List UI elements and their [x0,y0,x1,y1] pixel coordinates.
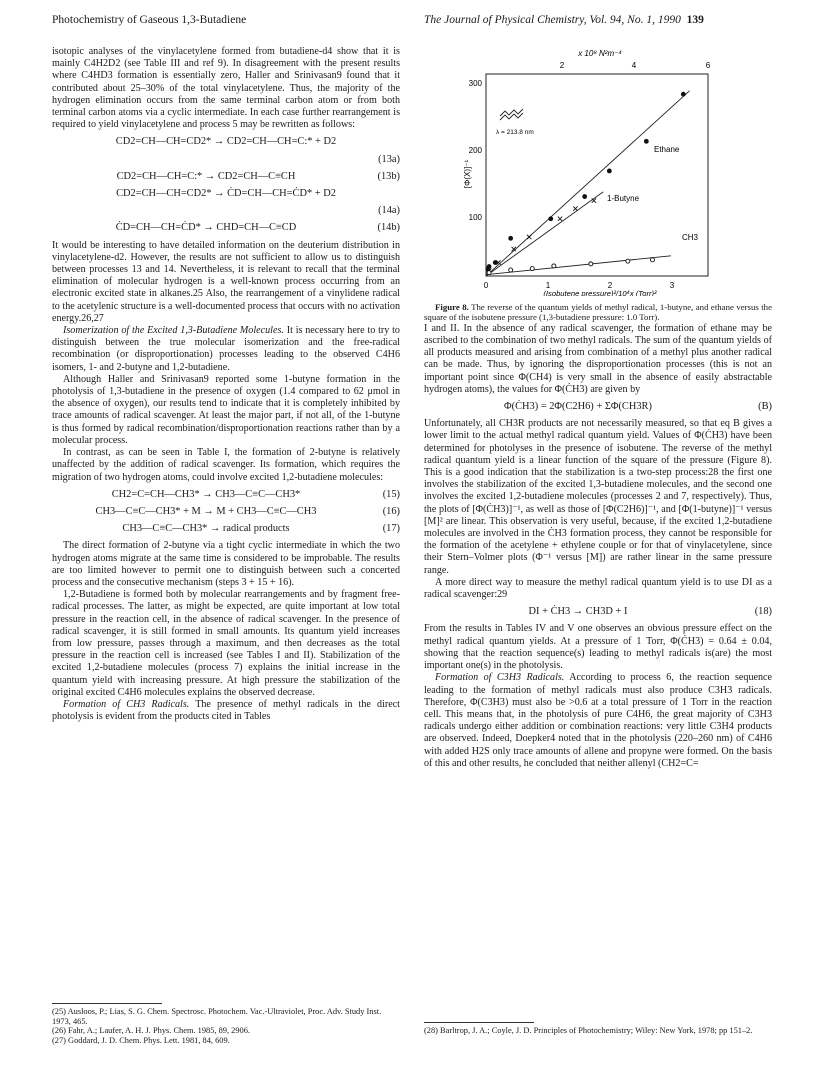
figure-8-chart [424,46,772,296]
equation-number-14b: (14b) [377,222,400,234]
equation-17 [52,523,400,535]
equation-18 [424,606,772,618]
equation-number [52,154,400,166]
paragraph-text: The presence of methyl radicals in the direct photolysis is evident from the products cited in Tables [52,698,400,723]
equation-number-13b: (13b) [377,170,400,182]
right-column [424,302,772,770]
footnotes-right [424,1022,772,1036]
equation-number [52,205,400,217]
ch3-point [509,268,513,272]
ch3-point [487,271,491,275]
footnote: (26) Fahr, A.; Laufer, A. H. J. Phys. Chem. 1985, 89, 2906. [52,1026,250,1036]
ch3-point [552,264,556,268]
page-number: 139 [686,14,704,26]
equation-body: CD2=CH—CH=CD2* → ĊD=CH—CH=ĊD* + D2 [116,188,336,200]
paragraph: I and II. In the absence of any radical scavenger, the formation of ethane may be ascribed to the combination of two methyl radicals. The sum of the quantum yields of all products measured and arising from combination of a methyl plus another radical can be made. Thus, by ignoring the disproportionation processes (this is not an important point since Φ(CH4) is very small in the absence of easily abstractable hydrogen atoms), the values for Φ(ĊH3) are given by [424,322,772,395]
equation-number-13a: (13a) [378,153,400,165]
ethane-fit-line [486,91,690,276]
ethane-point [607,169,612,174]
chart-svg [424,46,772,296]
ch3-point [530,267,534,271]
equation-14b [52,222,400,234]
section-heading: Formation of CH3 Radicals. [63,698,190,710]
x-axis-label: (Isobutene pressure)²/10⁴x (Torr)² [543,289,657,296]
ch3-point [651,258,655,262]
equation-body: CH3—C≡C—CH3* → radical products [122,523,290,535]
figure-caption [424,302,772,323]
equation-body: DI + ĊH3 → CH3D + I [528,606,628,618]
ethane-point [548,216,553,221]
ethane-point [644,139,649,144]
top-tick-label: 4 [631,61,637,70]
top-tick-label: 2 [559,61,565,70]
footnote-rule [52,1003,162,1004]
paragraph [52,325,400,374]
x-tick-label: 2 [607,281,613,290]
footnote: (28) Barltrop, J. A.; Coyle, J. D. Principles of Photochemistry; Wiley: New York, 1978; pp 151–2. [424,1026,753,1035]
running-header-journal [424,14,704,26]
top-tick-label: 6 [705,61,711,70]
equation-number-18: (18) [754,606,772,618]
legend-label-1-butyne: 1-Butyne [607,194,640,203]
left-column [52,46,400,723]
series-layer [485,91,689,276]
y-tick-label: 300 [468,79,482,88]
1-butyne-fit-line [486,192,603,276]
running-header-title: Photochemistry of Gaseous 1,3-Butadiene [52,14,247,26]
paragraph: isotopic analyses of the vinylacetylene formed from butadiene-d4 show that it is mainly C4H2D2 (see Table III and ref 9). In disagreement with the present results where C4HD3 formation is essentially zero, Haller and Srinivasan9 found that it contributed about 25–30% of the total vinylacetylene. Thus, the majority of the hydrogen elimination occurs from the same terminal carbon atom or from both terminal carbon atoms via a cyclic intermediate. In each case further rearrangement is required to yield vinylacetylene and process 5 may be rewritten as follows: [52,46,400,131]
equation-number-16: (16) [382,505,400,517]
ethane-point [508,236,513,241]
ethane-point [681,92,686,97]
ch3-fit-line [486,256,671,275]
paragraph: The direct formation of 2-butyne via a tight cyclic intermediate in which the two hydrogen atoms migrate at the same time is considered to be improbable. The results are too limited however to permit one to distinguish between such a concerted process and the consecutive mechanism (steps 3 + 15 + 16). [52,540,400,588]
equation-B [424,401,772,413]
wavelength-label: λ = 213.8 nm [496,129,534,136]
ch3-point [626,259,630,263]
x-tick-label: 1 [545,281,551,290]
equation-body: CH2=C=CH—CH3* → CH3—C≡C—CH3* [111,488,301,500]
footnotes-left [52,1003,400,1045]
legend-label-ch3: CH3 [682,233,699,242]
paragraph-text: It is necessary here to try to distinguish between the true molecular isomerization and the free-radical recombination (or disproportionation) processes leading to the observed C4H6 isomers, 1- and 2-butyne and 1,2-butadiene. [52,325,400,373]
footnote: (25) Ausloos, P.; Lias, S. G. Chem. Spectrosc. Photochem. Vac.-Ultraviolet, Proc. Adv. Study Inst. 1973, 465. [52,1007,382,1026]
paragraph: Unfortunately, all CH3R products are not necessarily measured, so that eq B gives a lower limit to the actual methyl radical quantum yield. Values of Φ(ĊH3) have been determined for photolyses in the presence of isobutene. The reverse of the methyl radical quantum yield is a linear function of the square of the pressure (Figure 8). This is a good indication that the stabilization is a two-step process:28 the first one involves the stabilization of the excited 1,3-butadiene molecules, and the second one involves the excited 1,2-butadiene molecules (processes 2 and 7, respectively). Thus, the plots of [Φ(ĊH3)]⁻¹, as well as those of [Φ(C2H6)]⁻¹, and [Φ(1-butyne)]⁻¹ versus [M]² are linear. This observation is very useful, because, if the excited 1,2-butadiene molecules are involved in the ĊH3 formation process, they cannot be responsible for the formation of the acetylene + ethylene couple or for that of vinylacetylene, since their Stern–Volmer plots (Φ⁻¹ versus [M]) are rather linear in the same pressure range. [424,418,772,576]
1-butyne-point [558,217,562,221]
paragraph [424,672,772,770]
equation-15 [52,489,400,501]
legend-label-ethane: Ethane [654,145,680,154]
equation-body: Φ(ĊH3) = 2Φ(C2H6) + ΣΦ(CH3R) [504,401,652,413]
caption-text: The reverse of the quantum yields of methyl radical, 1-butyne, and ethane versus the square of the isobutene pressure (1,3-butadiene pressure: 1.0 Torr). [424,302,772,323]
paragraph: It would be interesting to have detailed information on the deuterium distribution in vinylacetylene-d2. However, the results are not sufficient to allow us to distinguish between processes 13 and 14. Nevertheless, it is relevant to recall that the terminal elimination of molecular hydrogen is a well-known process occurring from an electronic excited state in alkanes.25 Also, the rearrangement of a vinylidene radical to the acetylenic structure is a well-documented process that occurs with no activation energy.26,27 [52,239,400,324]
1-butyne-point [573,206,577,210]
equation-13b [52,171,400,183]
x-tick-label: 3 [669,281,675,290]
paragraph: 1,2-Butadiene is formed both by molecular rearrangements and by fragment free-radical processes. The latter, as might be expected, are quite important at low total pressure in the reaction cell, in the absence of radical scavenger. In the presence of radical scavenger, it is still formed in small amounts. Its quantum yield increases from low pressure, passes through a maximum, and then decreases as the total pressure in the reaction cell is increased (see Tables I and II). Stabilization of the excited 1,2-butadiene molecules (process 7) explains the initial increase in the quantum yield with increasing pressure. At high pressure the stabilization of the original excited C4H6 molecules explains the observed decrease. [52,589,400,698]
paragraph-text: According to process 6, the reaction sequence leading to the formation of methyl radicals must also produce C3H3 radicals. Therefore, Φ(C3H3) must also be >0.6 at a total pressure of 1 Torr in the reaction cell. This means that, in the photolysis of pure C4H6, the great majority of C3H3 radicals undergo either addition or combination reactions: very little C3H4 products are observed. Indeed, Doepker4 noted that in the photolysis (220–260 nm) of C4H6 with added H2S only trace amounts of allene and propyne were formed. On the basis of this and other results, he concluded that neither allenyl (CH2=C= [424,672,772,769]
equation-number-17: (17) [382,523,400,535]
ch3-point [589,262,593,266]
paragraph: Although Haller and Srinivasan9 reported some 1-butyne formation in the photolysis of 1,3-butadiene in the presence of oxygen (1.4 compared to 62 μmol in the absence of oxygen), our results tend to indicate that it is completely inhibited by trace amounts of radical scavenger. At least the major part, if not all, of the 1-butyne is thus formed by radical recombination/disproportionation reactions rather than by a molecular process. [52,373,400,446]
equation-body: CD2=CH—CH=C:* → CD2=CH—C≡CH [116,170,296,182]
paragraph: From the results in Tables IV and V one observes an obvious pressure effect on the methyl radical quantum yields. At a pressure of 1 Torr, Φ(ĊH3) = 0.64 ± 0.04, showing that the reaction sequence(s) leading to methyl radicals is(are) the most important one(s) in the photolysis. [424,623,772,672]
equation-body: CD2=CH—CH=CD2* → CD2=CH—CH=C:* + D2 [115,136,337,148]
x-tick-label: 0 [483,281,489,290]
y-tick-label: 200 [468,146,482,155]
y-tick-label: 100 [468,213,482,222]
section-heading: Isomerization of the Excited 1,3-Butadiene Molecules. [63,325,284,337]
paragraph: A more direct way to measure the methyl radical quantum yield is to use DI as a radical scavenger:29 [424,576,772,601]
lamp-icon [500,109,523,120]
equation-number-14a: (14a) [378,205,400,217]
equation-16 [52,506,400,518]
equation-number-15: (15) [382,488,400,500]
footnote-rule [424,1022,534,1023]
ethane-point [487,264,492,269]
equation-number-B: (B) [758,401,772,413]
equation-13a [52,136,400,148]
caption-label: Figure 8. [435,302,469,312]
1-butyne-point [592,198,596,202]
top-axis-label: x 10⁸ N²m⁻⁴ [578,49,622,58]
equation-body: CH3—C≡C—CH3* + M → M + CH3—C≡C—CH3 [95,505,317,517]
ethane-point [582,194,587,199]
equation-body: ĊD=CH—CH=ĊD* → CHD=CH—C≡CD [115,222,297,234]
section-heading: Formation of C3H3 Radicals. [435,672,565,684]
journal-citation: The Journal of Physical Chemistry, Vol. 94, No. 1, 1990 [424,14,681,26]
equation-14a [52,188,400,200]
1-butyne-point [527,235,531,239]
paragraph [52,699,400,723]
footnote: (27) Goddard, J. D. Chem. Phys. Lett. 1981, 84, 609. [52,1035,230,1045]
paragraph: In contrast, as can be seen in Table I, the formation of 2-butyne is relatively unaffected by the addition of radical scavenger. Its formation, which requires the migration of two hydrogen atoms, could involve excited 1,2-butadiene molecules: [52,447,400,483]
y-axis-label: [Φ(X)]⁻¹ [463,159,472,189]
